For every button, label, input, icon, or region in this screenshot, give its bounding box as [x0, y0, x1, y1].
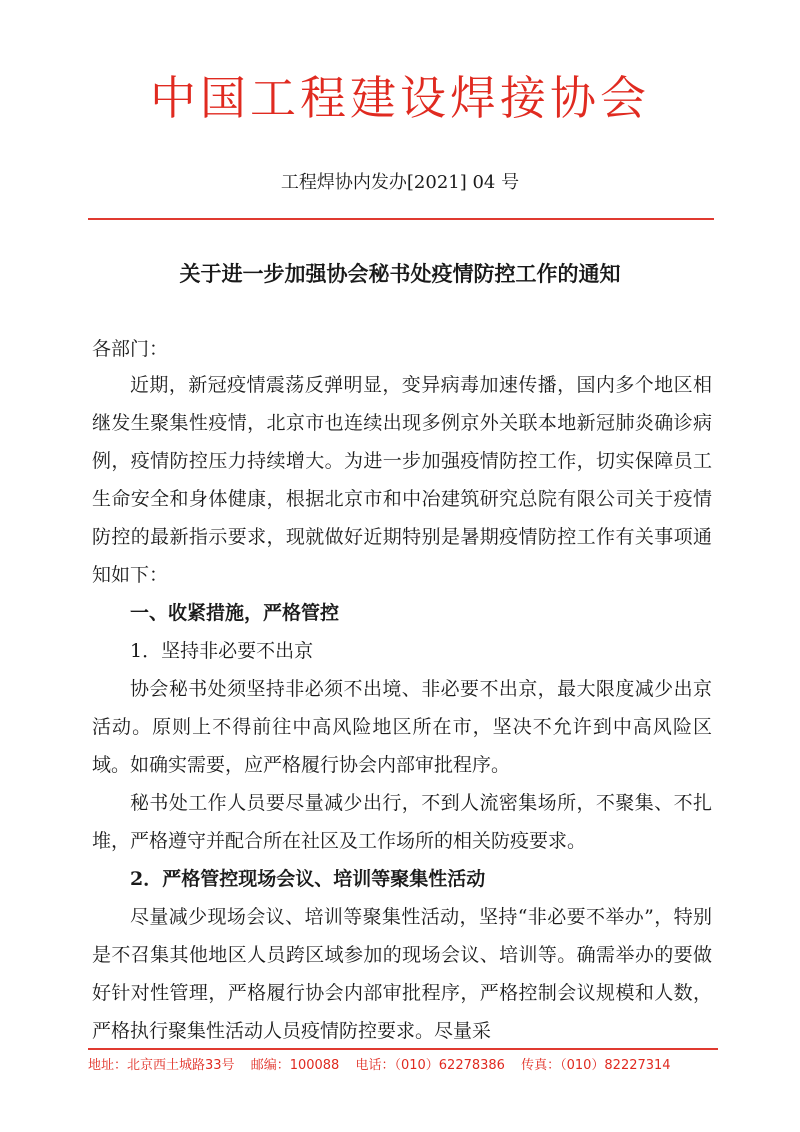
item-heading-2: 2．严格管控现场会议、培训等聚集性活动 — [130, 868, 486, 890]
item-heading-1: 1．坚持非必要不出京 — [130, 640, 314, 662]
intro-paragraph: 近期，新冠疫情震荡反弹明显，变异病毒加速传播，国内多个地区相继发生聚集性疫情，北京市也连续出现多例京外关联本地新冠肺炎确诊病例，疫情防控压力持续增大。为进一步加强疫情防控工作，切实保障员工生命安全和身体健康，根据北京市和中冶建筑研究总院有限公司关于疫情防控的最新指示要求，现就做好近期特别是暑期疫情防控工作有关事项通知如下： — [92, 374, 712, 586]
footer-postcode: 邮编：100088 — [250, 1058, 340, 1073]
header-divider — [88, 218, 714, 220]
document-number: 工程焊协内发办[2021] 04 号 — [280, 172, 520, 193]
item1-paragraph-2: 秘书处工作人员要尽量减少出行，不到人流密集场所，不聚集、不扎堆，严格遵守并配合所在社区及工作场所的相关防疫要求。 — [92, 792, 712, 852]
section-heading-1: 一、收紧措施，严格管控 — [130, 602, 340, 624]
footer-phone: 电话：（010）62278386 — [355, 1058, 505, 1073]
footer-divider — [88, 1048, 718, 1050]
notice-title: 关于进一步加强协会秘书处疫情防控工作的通知 — [179, 261, 621, 286]
salutation: 各部门： — [92, 338, 169, 360]
footer-contact — [88, 1056, 728, 1076]
item1-paragraph-1: 协会秘书处须坚持非必须不出境、非必要不出京，最大限度减少出京活动。原则上不得前往中高风险地区所在市，坚决不允许到中高风险区域。如确实需要，应严格履行协会内部审批程序。 — [92, 678, 712, 776]
footer-fax: 传真：（010）82227314 — [521, 1058, 671, 1073]
organization-header: 中国工程建设焊接协会 — [150, 71, 650, 125]
footer-address: 地址：北京西土城路33号 — [88, 1058, 235, 1073]
item2-paragraph-1: 尽量减少现场会议、培训等聚集性活动，坚持“非必要不举办”，特别是不召集其他地区人员跨区域参加的现场会议、培训等。确需举办的要做好针对性管理，严格履行协会内部审批程序，严格控制会议规模和人数，严格执行聚集性活动人员疫情防控要求。尽量采 — [92, 906, 712, 1042]
